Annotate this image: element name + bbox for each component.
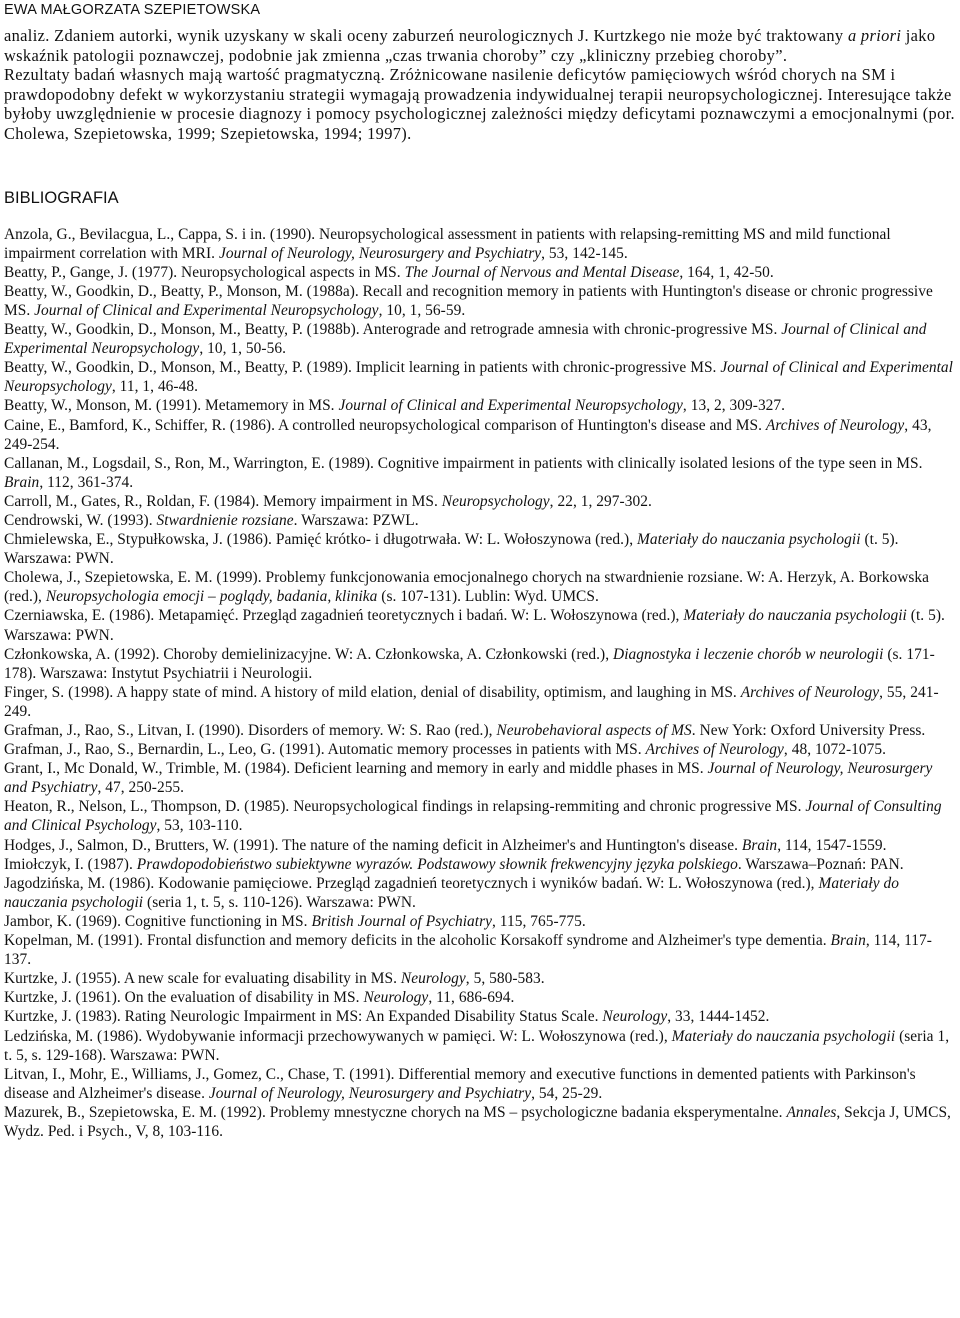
entry-source-title: Materiały do nauczania psychologii <box>4 874 900 911</box>
bibliography-entry <box>4 263 956 282</box>
entry-authors-title: Czerniawska, E. (1986). Metapamięć. Przegląd zagadnień teoretycznych i badań. W: L. Wołoszynowa (red.), <box>4 607 684 625</box>
entry-source-title: Materiały do nauczania psychologii <box>683 607 907 625</box>
bibliography-entry <box>4 969 956 988</box>
entry-authors-title: Litvan, I., Mohr, E., Williams, J., Gomez, C., Chase, T. (1991). Differential memory and executive functions in demented patients with Parkinson's disease and Alzheimer's disease. <box>4 1065 916 1102</box>
entry-publication-details: , 10, 1, 50-56. <box>199 340 286 358</box>
entry-publication-details: , Sekcja J, UMCS, Wydz. Ped. i Psych., V, 8, 103-116. <box>4 1103 951 1140</box>
entry-source-title: Neurology <box>602 1008 668 1026</box>
entry-authors-title: Anzola, G., Bevilacgua, L., Cappa, S. i in. (1990). Neuropsychological assessment in patients with relapsing-remitting MS and mild functional impairment correlation with MRI. <box>4 225 891 262</box>
entry-authors-title: Imiołczyk, I. (1987). <box>4 855 137 873</box>
bibliography-entry <box>4 1007 956 1026</box>
entry-publication-details: , 53, 103-110. <box>156 817 243 835</box>
entry-authors-title: Ledzińska, M. (1986). Wydobywanie informacji przechowywanych w pamięci. W: L. Wołoszynowa (red.), <box>4 1027 672 1045</box>
bibliography-entry <box>4 511 956 530</box>
bibliography-entry <box>4 1065 956 1103</box>
bibliography-entry <box>4 1103 956 1141</box>
paragraph-conclusion <box>4 26 956 65</box>
entry-source-title: Journal of Clinical and Experimental Neuropsychology <box>4 359 953 396</box>
entry-source-title: Journal of Clinical and Experimental Neuropsychology <box>34 301 379 319</box>
body-text <box>4 26 956 144</box>
bibliography-entry <box>4 645 956 683</box>
entry-authors-title: Cendrowski, W. (1993). <box>4 511 157 529</box>
entry-authors-title: Kurtzke, J. (1955). A new scale for evaluating disability in MS. <box>4 970 401 988</box>
bibliography-entry <box>4 797 956 835</box>
bibliography-entry <box>4 492 956 511</box>
entry-publication-details: (t. 5). Warszawa: PWN. <box>4 607 945 644</box>
entry-source-title: Journal of Neurology, Neurosurgery and Psychiatry <box>218 244 542 262</box>
entry-authors-title: Beatty, W., Goodkin, D., Monson, M., Beatty, P. (1988b). Anterograde and retrograde amnesia with chronic-progressive MS. <box>4 321 782 339</box>
entry-publication-details: , 55, 241-249. <box>4 683 939 720</box>
entry-publication-details: . Warszawa: PZWL. <box>293 511 419 529</box>
entry-authors-title: Carroll, M., Gates, R., Roldan, F. (1984). Memory impairment in MS. <box>4 492 442 510</box>
entry-publication-details: (t. 5). Warszawa: PWN. <box>4 531 899 568</box>
entry-source-title: Neuropsychology <box>441 492 550 510</box>
entry-source-title: Neurology <box>400 970 466 988</box>
entry-authors-title: Grafman, J., Rao, S., Bernardin, L., Leo, G. (1991). Automatic memory processes in patients with MS. <box>4 741 646 759</box>
bibliography-entry <box>4 855 956 874</box>
entry-publication-details: , 13, 2, 309-327. <box>682 397 786 415</box>
entry-source-title: Journal of Neurology, Neurosurgery and Psychiatry <box>4 760 933 797</box>
entry-publication-details: , 47, 250-255. <box>97 779 185 797</box>
bibliography-entry <box>4 931 956 969</box>
entry-source-title: The Journal of Nervous and Mental Disease <box>404 263 680 281</box>
entry-source-title: Journal of Clinical and Experimental Neuropsychology <box>4 321 927 358</box>
entry-source-title: Neuropsychologia emocji – poglądy, badania, klinika <box>45 588 378 606</box>
entry-source-title: Neurology <box>363 989 429 1007</box>
entry-authors-title: Grant, I., Mc Donald, W., Trimble, M. (1984). Deficient learning and memory in early and middle phases in MS. <box>4 760 708 778</box>
bibliography-entry <box>4 225 956 263</box>
bibliography-entry <box>4 721 956 740</box>
entry-authors-title: Członkowska, A. (1992). Choroby demielinizacyjne. W: A. Członkowska, A. Członkowski (red.), <box>4 645 614 663</box>
paragraph-pragmatic-value: Rezultaty badań własnych mają wartość pragmatyczną. Zróżnicowane nasilenie deficytów pamięciowych wśród chorych na SM i prawdopodobny defekt w wykorzystaniu strategii wymagają prowadzenia indywidualnej terapii neuropsychologicznej. Interesujące także byłoby uwzględnienie w procesie diagnozy i pomocy psychologicznej zależności między deficytami poznawczymi a emocjonalnymi (por. Cholewa, Szepietowska, 1999; Szepietowska, 1994; 1997). <box>4 65 955 143</box>
paragraph-text: analiz. Zdaniem autorki, wynik uzyskany w skali oceny zaburzeń neurologicznych J. Kurtzkego nie może być traktowany <box>4 26 848 45</box>
bibliography-entry <box>4 530 956 568</box>
entry-source-title: Journal of Clinical and Experimental Neuropsychology <box>338 397 683 415</box>
entry-authors-title: Finger, S. (1998). A happy state of mind. A history of mild elation, denial of disability, optimism, and laughing in MS. <box>4 683 741 701</box>
entry-authors-title: Beatty, W., Goodkin, D., Beatty, P., Monson, M. (1988a). Recall and recognition memory in patients with Huntington's disease or chronic progressive MS. <box>4 282 933 319</box>
entry-publication-details: , 5, 580-583. <box>465 970 545 988</box>
bibliography-entry <box>4 606 956 644</box>
entry-publication-details: , 164, 1, 42-50. <box>679 263 774 281</box>
entry-publication-details: (s. 171-178). Warszawa: Instytut Psychiatrii i Neurologii. <box>4 645 935 682</box>
entry-source-title: Archives of Neurology <box>765 416 905 434</box>
bibliography-entry <box>4 320 956 358</box>
entry-publication-details: , 115, 765-775. <box>492 912 586 930</box>
entry-publication-details: , 112, 361-374. <box>39 473 134 491</box>
entry-publication-details: , 22, 1, 297-302. <box>549 492 652 510</box>
bibliography-entry <box>4 740 956 759</box>
entry-source-title: Archives of Neurology <box>740 683 880 701</box>
entry-authors-title: Jagodzińska, M. (1986). Kodowanie pamięciowe. Przegląd zagadnień teoretycznych i wyników badań. W: L. Wołoszynowa (red.), <box>4 874 819 892</box>
entry-publication-details: , 11, 1, 46-48. <box>111 378 198 396</box>
entry-authors-title: Caine, E., Bamford, K., Schiffer, R. (1986). A controlled neuropsychological comparison of Huntington's disease and MS. <box>4 416 766 434</box>
entry-source-title: Journal of Neurology, Neurosurgery and Psychiatry <box>208 1084 532 1102</box>
entry-source-title: Brain <box>830 932 866 950</box>
bibliography-entry <box>4 568 956 606</box>
entry-source-title: Stwardnienie rozsiane <box>156 511 294 529</box>
entry-publication-details: , 114, 1547-1559. <box>777 836 887 854</box>
entry-source-title: British Journal of Psychiatry <box>311 912 493 930</box>
entry-authors-title: Jambor, K. (1969). Cognitive functioning in MS. <box>4 912 312 930</box>
entry-publication-details: , 48, 1072-1075. <box>783 741 887 759</box>
entry-source-title: Archives of Neurology <box>645 741 784 759</box>
entry-authors-title: Cholewa, J., Szepietowska, E. M. (1999). Problemy funkcjonowania emocjonalnego chorych na stwardnienie rozsiane. W: A. Herzyk, A. Borkowska (red.), <box>4 569 930 606</box>
entry-source-title: Annales <box>786 1103 837 1121</box>
paragraph-text: jako wskaźnik patologii poznawczej, podobnie jak zmienna „czas trwania choroby” czy „kliniczny przebieg choroby”. <box>4 26 936 65</box>
bibliography-list <box>4 225 956 1142</box>
entry-authors-title: Heaton, R., Nelson, L., Thompson, D. (1985). Neuropsychological findings in relapsing-remmiting and chronic progressive MS. <box>4 798 806 816</box>
bibliography-entry <box>4 683 956 721</box>
entry-authors-title: Hodges, J., Salmon, D., Brutters, W. (1991). The nature of the naming deficit in Alzheimer's and Huntington's disease. <box>4 836 742 854</box>
entry-source-title: Neurobehavioral aspects of MS <box>496 722 692 739</box>
bibliography-entry <box>4 836 956 855</box>
bibliography-entry <box>4 416 956 454</box>
entry-authors-title: Grafman, J., Rao, S., Litvan, I. (1990). Disorders of memory. W: S. Rao (red.), <box>4 722 497 739</box>
entry-source-title: Journal of Consulting and Clinical Psychology <box>4 798 942 835</box>
entry-authors-title: Beatty, W., Monson, M. (1991). Metamemory in MS. <box>4 397 339 415</box>
bibliography-entry <box>4 396 956 415</box>
bibliography-heading: BIBLIOGRAFIA <box>4 188 119 207</box>
bibliography-entry <box>4 454 956 492</box>
bibliography-entry <box>4 988 956 1007</box>
entry-publication-details: , 53, 142-145. <box>541 244 628 262</box>
entry-source-title: Materiały do nauczania psychologii <box>637 531 861 549</box>
running-header-author: EWA MAŁGORZATA SZEPIETOWSKA <box>4 2 261 18</box>
entry-publication-details: , 10, 1, 56-59. <box>378 301 466 319</box>
entry-publication-details: , 114, 117-137. <box>4 932 932 969</box>
paragraph-italic-term: a priori <box>847 26 902 45</box>
entry-authors-title: Kurtzke, J. (1961). On the evaluation of disability in MS. <box>4 989 364 1007</box>
entry-authors-title: Chmielewska, E., Stypułkowska, J. (1986). Pamięć krótko- i długotrwała. W: L. Wołoszynowa (red.), <box>4 531 637 549</box>
bibliography-entry <box>4 912 956 931</box>
bibliography-entry <box>4 759 956 797</box>
entry-publication-details: , 54, 25-29. <box>531 1084 603 1102</box>
entry-publication-details: (seria 1, t. 5, s. 110-126). Warszawa: PWN. <box>143 893 416 911</box>
bibliography-entry <box>4 282 956 320</box>
entry-publication-details: , 43, 249-254. <box>4 416 932 453</box>
entry-authors-title: Mazurek, B., Szepietowska, E. M. (1992). Problemy mnestyczne chorych na MS – psychologiczne badania eksperymentalne. <box>4 1103 787 1121</box>
entry-publication-details: (seria 1, t. 5, s. 129-168). Warszawa: PWN. <box>4 1027 950 1064</box>
entry-source-title: Materiały do nauczania psychologii <box>671 1027 896 1045</box>
entry-publication-details: (s. 107-131). Lublin: Wyd. UMCS. <box>377 588 599 606</box>
entry-authors-title: Beatty, P., Gange, J. (1977). Neuropsychological aspects in MS. <box>4 263 405 281</box>
entry-source-title: Brain <box>4 473 40 491</box>
entry-authors-title: Callanan, M., Logsdail, S., Ron, M., Warrington, E. (1989). Cognitive impairment in patients with clinically isolated lesions of the type seen in MS. <box>4 454 923 472</box>
entry-publication-details: . Warszawa–Poznań: PAN. <box>737 855 904 873</box>
entry-publication-details: , 11, 686-694. <box>428 989 515 1007</box>
entry-authors-title: Kurtzke, J. (1983). Rating Neurologic Impairment in MS: An Expanded Disability Status Scale. <box>4 1008 603 1026</box>
entry-authors-title: Kopelman, M. (1991). Frontal disfunction and memory deficits in the alcoholic Korsakoff syndrome and Alzheimer's type dementia. <box>4 932 831 950</box>
entry-source-title: Diagnostyka i leczenie chorób w neurologii <box>613 645 884 663</box>
entry-publication-details: , 33, 1444-1452. <box>667 1008 770 1026</box>
entry-publication-details: . New York: Oxford University Press. <box>691 722 926 739</box>
entry-source-title: Brain <box>741 836 778 854</box>
entry-authors-title: Beatty, W., Goodkin, D., Monson, M., Beatty, P. (1989). Implicit learning in patients with chronic-progressive MS. <box>4 359 721 377</box>
bibliography-entry <box>4 874 956 912</box>
entry-source-title: Prawdopodobieństwo subiektywne wyrazów. Podstawowy słownik frekwencyjny języka polskiego <box>136 855 738 873</box>
bibliography-entry <box>4 358 956 396</box>
bibliography-entry <box>4 1027 956 1065</box>
